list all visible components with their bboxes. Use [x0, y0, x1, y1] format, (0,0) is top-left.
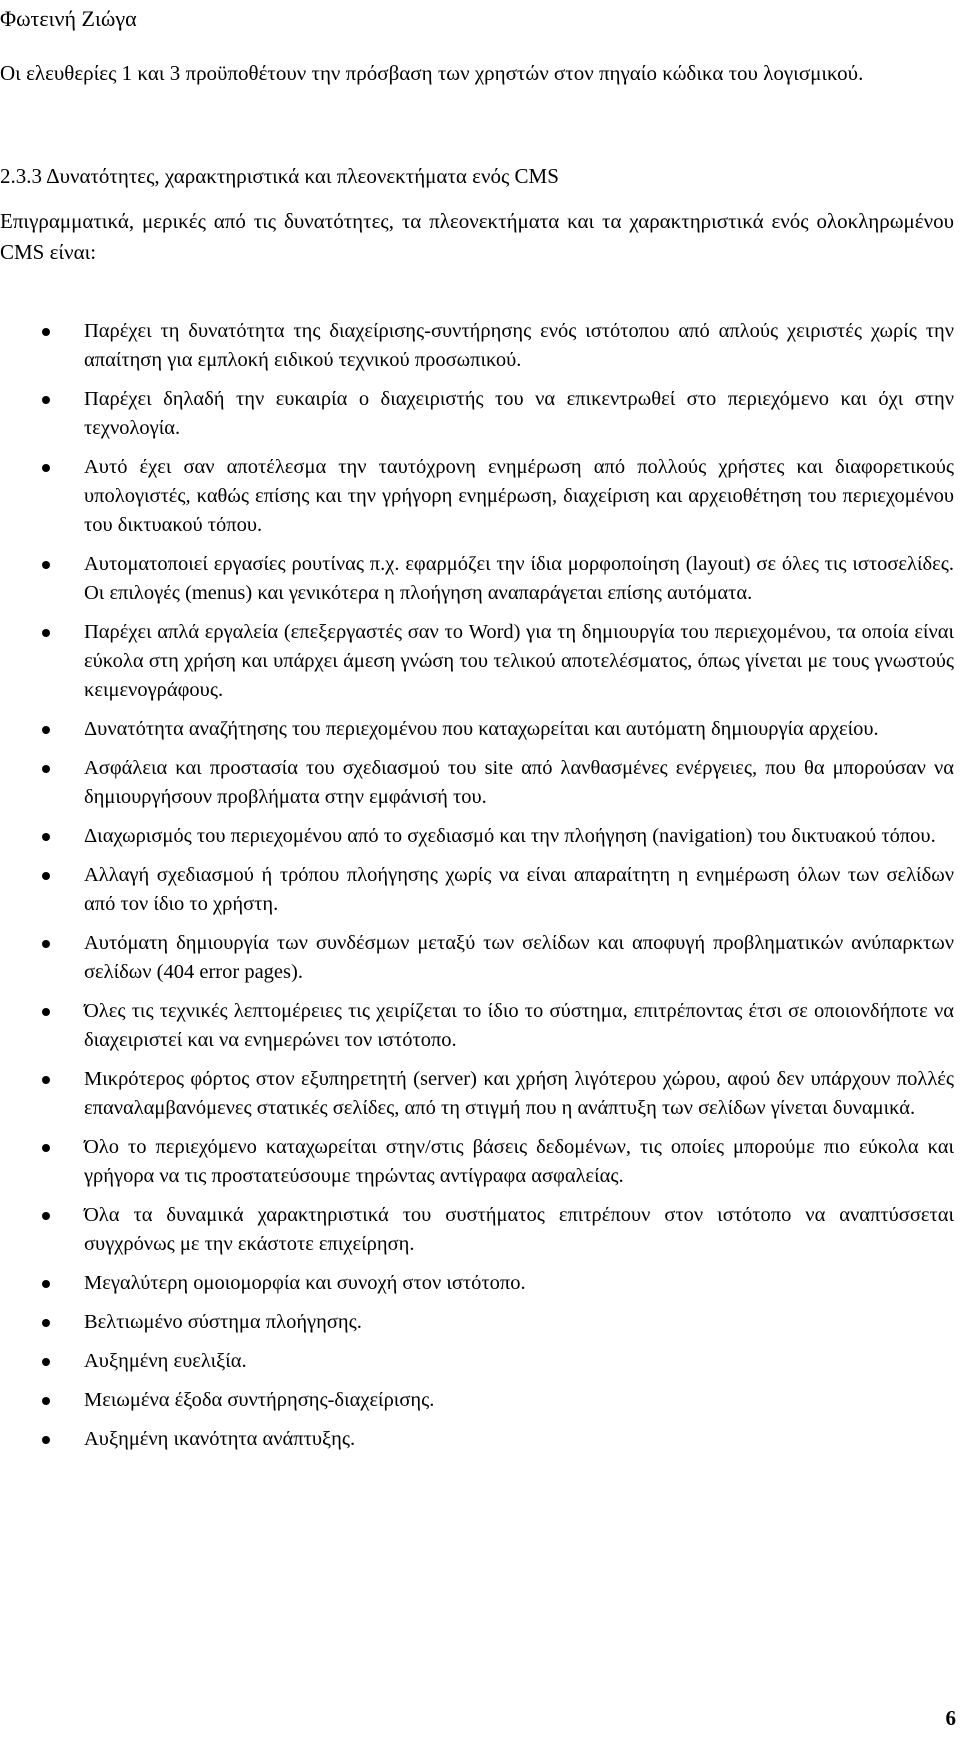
- bullet-dot-icon: [42, 833, 50, 841]
- bullet-item: [0, 317, 954, 375]
- page-number: 6: [945, 1706, 956, 1730]
- bullet-dot-icon: [42, 1319, 50, 1327]
- bullet-dot-icon: [42, 872, 50, 880]
- bullet-item: [0, 1201, 954, 1259]
- bullet-text: Διαχωρισμός του περιεχομένου από το σχεδιασμό και την πλοήγηση (navigation) του δικτυακού τόπου.: [84, 825, 936, 847]
- bullet-dot-icon: [42, 1144, 50, 1152]
- features-bullet-list: [0, 317, 954, 1464]
- bullet-item: [0, 1425, 954, 1454]
- bullet-text: Παρέχει απλά εργαλεία (επεξεργαστές σαν το Word) για τη δημιουργία του περιεχομένου, τα οποία είναι εύκολα στη χρήση και υπάρχει άμεση γνώση του τελικού αποτελέσματος, όπως γίνεται με τους γνωστούς κειμενογράφους.: [84, 621, 954, 701]
- bullet-item: [0, 1347, 954, 1376]
- bullet-item: [0, 822, 954, 851]
- section-heading: 2.3.3 Δυνατότητες, χαρακτηριστικά και πλεονεκτήματα ενός CMS: [0, 164, 559, 188]
- bullet-text: Μεγαλύτερη ομοιομορφία και συνοχή στον ιστότοπο.: [84, 1272, 526, 1294]
- summary-paragraph: Επιγραμματικά, μερικές από τις δυνατότητες, τα πλεονεκτήματα και τα χαρακτηριστικά ενός ολοκληρωμένου CMS είναι:: [0, 209, 954, 264]
- bullet-text: Παρέχει δηλαδή την ευκαιρία ο διαχειριστής του να επικεντρωθεί στο περιεχόμενο και όχι στην τεχνολογία.: [84, 388, 954, 439]
- bullet-item: [0, 1133, 954, 1191]
- bullet-item: [0, 385, 954, 443]
- bullet-text: Όλες τις τεχνικές λεπτομέρειες τις χειρίζεται το ίδιο το σύστημα, επιτρέποντας έτσι σε οποιονδήποτε να διαχειριστεί και να ενημερώνει τον ιστότοπο.: [84, 1000, 954, 1051]
- bullet-dot-icon: [42, 1397, 50, 1405]
- bullet-item: [0, 1269, 954, 1298]
- bullet-item: [0, 1308, 954, 1337]
- bullet-item: [0, 754, 954, 812]
- bullet-dot-icon: [42, 464, 50, 472]
- bullet-text: Παρέχει τη δυνατότητα της διαχείρισης-συντήρησης ενός ιστότοπου από απλούς χειριστές χωρίς την απαίτηση για εμπλοκή ειδικού τεχνικού προσωπικού.: [84, 320, 954, 371]
- bullet-item: [0, 1386, 954, 1415]
- bullet-text: Ασφάλεια και προστασία του σχεδιασμού του site από λανθασμένες ενέργειες, που θα μπορούσαν να δημιουργήσουν προβλήματα στην εμφάνισή του.: [84, 757, 954, 808]
- bullet-item: [0, 929, 954, 987]
- bullet-text: Αυτόματη δημιουργία των συνδέσμων μεταξύ των σελίδων και αποφυγή προβληματικών ανύπαρκτων σελίδων (404 error pages).: [84, 932, 954, 983]
- intro-paragraph: Οι ελευθερίες 1 και 3 προϋποθέτουν την πρόσβαση των χρηστών στον πηγαίο κώδικα του λογισμικού.: [0, 61, 864, 85]
- bullet-text: Μειωμένα έξοδα συντήρησης-διαχείρισης.: [84, 1389, 435, 1411]
- bullet-text: Βελτιωμένο σύστημα πλοήγησης.: [84, 1311, 362, 1333]
- bullet-text: Αλλαγή σχεδιασμού ή τρόπου πλοήγησης χωρίς να είναι απαραίτητη η ενημέρωση όλων των σελίδων από τον ίδιο το χρήστη.: [84, 864, 954, 915]
- bullet-dot-icon: [42, 726, 50, 734]
- bullet-dot-icon: [42, 1280, 50, 1288]
- bullet-dot-icon: [42, 328, 50, 336]
- bullet-text: Όλο το περιεχόμενο καταχωρείται στην/στις βάσεις δεδομένων, τις οποίες μπορούμε πιο εύκολα και γρήγορα να τις προστατεύσουμε τηρώντας αντίγραφα ασφαλείας.: [84, 1136, 954, 1187]
- bullet-item: [0, 453, 954, 540]
- bullet-text: Όλα τα δυναμικά χαρακτηριστικά του συστήματος επιτρέπουν στον ιστότοπο να αναπτύσσεται συγχρόνως με την εκάστοτε επιχείρηση.: [84, 1204, 954, 1255]
- bullet-dot-icon: [42, 396, 50, 404]
- bullet-item: [0, 997, 954, 1055]
- author-name: Φωτεινή Ζιώγα: [0, 6, 137, 31]
- bullet-dot-icon: [42, 940, 50, 948]
- bullet-dot-icon: [42, 561, 50, 569]
- bullet-dot-icon: [42, 765, 50, 773]
- bullet-item: [0, 715, 954, 744]
- bullet-text: Αυτό έχει σαν αποτέλεσμα την ταυτόχρονη ενημέρωση από πολλούς χρήστες και διαφορετικούς υπολογιστές, καθώς επίσης και την γρήγορη ενημέρωση, διαχείριση και αρχειοθέτηση του περιεχομένου του δικτυακού τόπου.: [84, 456, 954, 536]
- bullet-dot-icon: [42, 1212, 50, 1220]
- bullet-dot-icon: [42, 1436, 50, 1444]
- bullet-dot-icon: [42, 1076, 50, 1084]
- bullet-item: [0, 861, 954, 919]
- bullet-text: Αυξημένη ευελιξία.: [84, 1350, 247, 1372]
- bullet-dot-icon: [42, 1358, 50, 1366]
- bullet-item: [0, 550, 954, 608]
- bullet-text: Αυξημένη ικανότητα ανάπτυξης.: [84, 1428, 356, 1450]
- bullet-dot-icon: [42, 1008, 50, 1016]
- bullet-text: Μικρότερος φόρτος στον εξυπηρετητή (server) και χρήση λιγότερου χώρου, αφού δεν υπάρχουν πολλές επαναλαμβανόμενες στατικές σελίδες, από τη στιγμή που η ανάπτυξη των σελίδων γίνεται δυναμικά.: [84, 1068, 954, 1119]
- bullet-text: Δυνατότητα αναζήτησης του περιεχομένου που καταχωρείται και αυτόματη δημιουργία αρχείου.: [84, 718, 879, 740]
- bullet-item: [0, 1065, 954, 1123]
- bullet-item: [0, 618, 954, 705]
- bullet-text: Αυτοματοποιεί εργασίες ρουτίνας π.χ. εφαρμόζει την ίδια μορφοποίηση (layout) σε όλες τις ιστοσελίδες. Οι επιλογές (menus) και γενικότερα η πλοήγηση αναπαράγεται επίσης αυτόματα.: [84, 553, 954, 604]
- bullet-dot-icon: [42, 629, 50, 637]
